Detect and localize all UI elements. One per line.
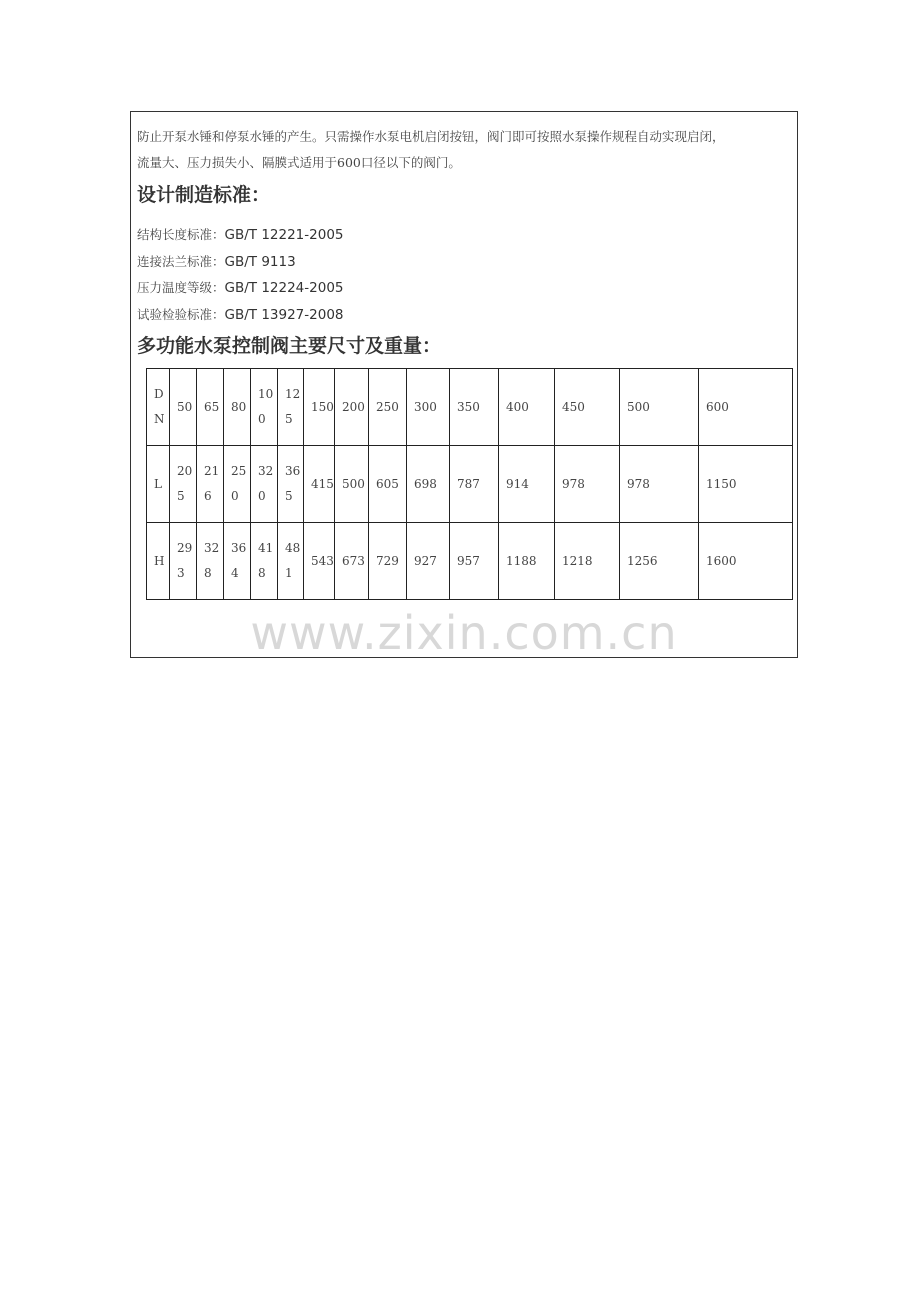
cell-text: 543 [311, 553, 334, 568]
dimensions-heading: 多功能水泵控制阀主要尺寸及重量： [137, 335, 442, 357]
cell-text: 1600 [706, 553, 737, 568]
table-cell [699, 446, 793, 523]
table-cell [304, 446, 335, 523]
cell-text: 100 [258, 387, 274, 426]
cell-text: L [154, 476, 162, 491]
table-cell [278, 369, 304, 446]
intro-paragraph [137, 124, 793, 176]
cell-text: 293 [177, 541, 193, 580]
cell-text: 205 [177, 464, 193, 503]
document-frame [130, 111, 798, 658]
cell-text: 320 [258, 464, 274, 503]
cell-text: 600 [706, 399, 729, 414]
table-cell [304, 369, 335, 446]
cell-text: 364 [231, 541, 247, 580]
standard-label: 压力温度等级： [137, 280, 225, 295]
table-cell [224, 446, 251, 523]
table-cell [197, 446, 224, 523]
table-cell [224, 523, 251, 600]
cell-text: 250 [376, 399, 399, 414]
standards-list [137, 222, 344, 328]
table-cell [620, 369, 699, 446]
cell-text: 250 [231, 464, 247, 503]
cell-text: 50 [177, 399, 193, 414]
table-row [147, 523, 793, 600]
cell-text: 978 [562, 476, 585, 491]
cell-text: 125 [285, 387, 301, 426]
table-cell [407, 523, 450, 600]
standard-item [137, 222, 344, 249]
table-row [147, 446, 793, 523]
cell-text: 927 [414, 553, 437, 568]
table-cell [197, 369, 224, 446]
table-cell [335, 523, 369, 600]
row-header-cell [147, 523, 170, 600]
standard-item [137, 302, 344, 329]
standard-label: 结构长度标准： [137, 227, 225, 242]
cell-text: DN [154, 387, 165, 426]
standard-code: GB/T 9113 [224, 253, 296, 270]
cell-text: 787 [457, 476, 480, 491]
cell-text: 605 [376, 476, 399, 491]
table-cell [555, 369, 620, 446]
cell-text: 415 [311, 476, 334, 491]
table-cell [170, 446, 197, 523]
standard-label: 连接法兰标准： [137, 253, 225, 269]
standard-code: GB/T 13927-2008 [224, 306, 344, 323]
table-cell [499, 446, 555, 523]
cell-text: 673 [342, 553, 365, 568]
cell-text: 500 [627, 399, 650, 414]
table-cell [251, 523, 278, 600]
intro-line-2: 流量大、压力损失小、隔膜式适用于600口径以下的阀门。 [137, 155, 461, 170]
standard-label: 试验检验标准： [137, 306, 225, 322]
cell-text: 698 [414, 476, 437, 491]
cell-text: 914 [506, 476, 529, 491]
standard-item [137, 249, 344, 276]
table-cell [335, 369, 369, 446]
table-row [147, 369, 793, 446]
cell-text: 1218 [562, 553, 593, 568]
cell-text: 216 [204, 464, 220, 503]
table-cell [407, 446, 450, 523]
table-cell [450, 369, 499, 446]
intro-line-1: 防止开泵水锤和停泵水锤的产生。只需操作水泵电机启闭按钮，阀门即可按照水泵操作规程自动实现启闭， [137, 129, 725, 144]
dimensions-table [146, 368, 793, 600]
cell-text: 450 [562, 399, 585, 414]
cell-text: 200 [342, 399, 365, 414]
watermark: www.zixin.com.cn [250, 606, 678, 660]
standard-item [137, 275, 344, 302]
table-cell [197, 523, 224, 600]
table-cell [304, 523, 335, 600]
table-cell [369, 523, 407, 600]
cell-text: 328 [204, 541, 220, 580]
cell-text: 978 [627, 476, 650, 491]
standard-code: GB/T 12224-2005 [224, 280, 344, 296]
cell-text: 400 [506, 399, 529, 414]
cell-text: 150 [311, 399, 334, 414]
row-header-cell [147, 446, 170, 523]
cell-text: 418 [258, 541, 274, 580]
standard-code: GB/T 12221-2005 [224, 227, 344, 243]
standards-heading: 设计制造标准： [137, 184, 271, 206]
cell-text: 1188 [506, 553, 537, 568]
cell-text: 1150 [706, 476, 737, 491]
table-cell [224, 369, 251, 446]
table-cell [251, 369, 278, 446]
cell-text: 65 [204, 399, 220, 414]
table-cell [369, 369, 407, 446]
table-cell [170, 523, 197, 600]
cell-text: 365 [285, 464, 301, 503]
table-cell [335, 446, 369, 523]
cell-text: 300 [414, 399, 437, 414]
cell-text: 80 [231, 399, 247, 414]
table-cell [251, 446, 278, 523]
table-cell [555, 523, 620, 600]
cell-text: 1256 [627, 553, 658, 568]
table-cell [699, 523, 793, 600]
table-cell [620, 523, 699, 600]
cell-text: 729 [376, 553, 399, 568]
cell-text: 481 [285, 541, 301, 580]
table-cell [555, 446, 620, 523]
cell-text: 350 [457, 399, 480, 414]
table-cell [499, 523, 555, 600]
table-cell [450, 523, 499, 600]
table-cell [369, 446, 407, 523]
cell-text: 500 [342, 476, 365, 491]
row-header-cell [147, 369, 170, 446]
table-cell [450, 446, 499, 523]
table-cell [499, 369, 555, 446]
cell-text: H [154, 553, 165, 568]
table-cell [407, 369, 450, 446]
table-cell [620, 446, 699, 523]
table-cell [278, 446, 304, 523]
table-cell [170, 369, 197, 446]
table-cell [699, 369, 793, 446]
cell-text: 957 [457, 553, 480, 568]
table-cell [278, 523, 304, 600]
